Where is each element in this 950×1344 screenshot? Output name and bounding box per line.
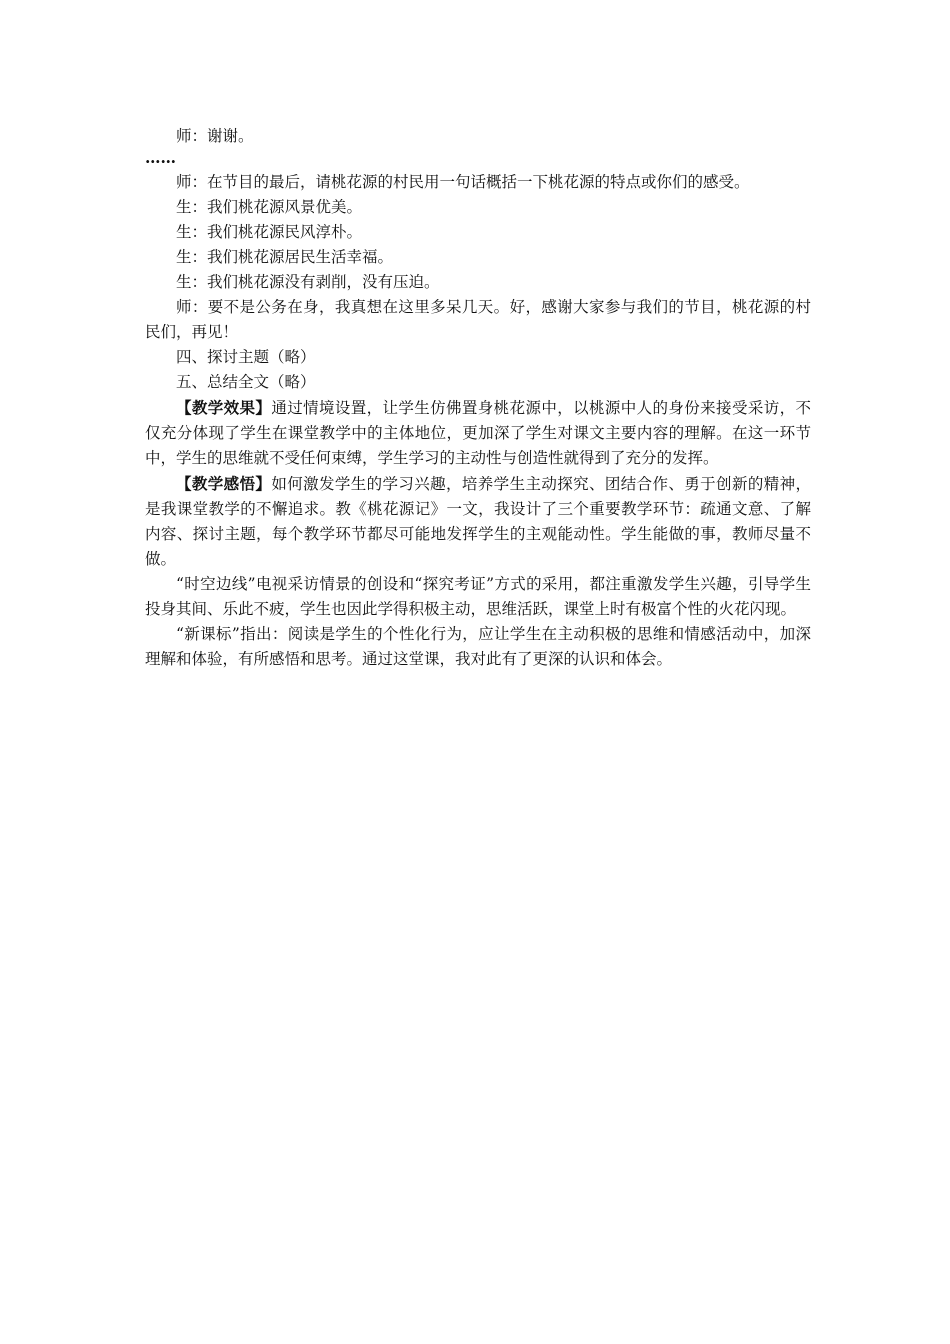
teaching-effect-text: 通过情境设置，让学生仿佛置身桃花源中，以桃源中人的身份来接受采访，不仅充分体现了学生在课堂教学中的主体地位，更加深了学生对课文主要内容的理解。在这一环节中，学生的思维就不受任何束缚，学生学习的主动性与创造性就得到了充分的发挥。 [145, 399, 811, 467]
section-heading-theme: 四、探讨主题（略） [176, 348, 316, 366]
section-heading-summary: 五、总结全文（略） [176, 373, 316, 391]
dialogue-teacher-farewell: 师：要不是公务在身，我真想在这里多呆几天。好，感谢大家参与我们的节目，桃花源的村民们，再见！ [145, 298, 811, 341]
teaching-reflection-paragraph [145, 471, 811, 572]
teaching-reflection-text: 如何激发学生的学习兴趣，培养学生主动探究、团结合作、勇于创新的精神，是我课堂教学的不懈追求。教《桃花源记》一文，我设计了三个重要教学环节：疏通文意、了解内容、探讨主题，每个教学环节都尽可能地发挥学生的主观能动性。学生能做的事，教师尽量不做。 [145, 475, 811, 568]
curriculum-standard-paragraph: “新课标”指出：阅读是学生的个性化行为，应让学生在主动积极的思维和情感活动中，加深理解和体验，有所感悟和思考。通过这堂课，我对此有了更深的认识和体会。 [145, 625, 811, 668]
dialogue-student-scenery: 生：我们桃花源风景优美。 [176, 198, 363, 216]
interview-method-paragraph: “时空边线”电视采访情景的创设和“探究考证”方式的采用，都注重激发学生兴趣，引导学生投身其间、乐此不疲，学生也因此学得积极主动，思维活跃，课堂上时有极富个性的火花闪现。 [145, 575, 811, 618]
dialogue-teacher-thanks: 师：谢谢。 [176, 127, 254, 145]
teaching-effect-label: 【教学效果】 [176, 398, 272, 417]
dialogue-student-no-oppression: 生：我们桃花源没有剥削，没有压迫。 [176, 273, 440, 291]
teaching-effect-paragraph [145, 395, 811, 471]
dialogue-student-happiness: 生：我们桃花源居民生活幸福。 [176, 248, 394, 266]
dialogue-student-customs: 生：我们桃花源民风淳朴。 [176, 223, 363, 241]
dialogue-teacher-closing-question: 师：在节目的最后，请桃花源的村民用一句话概括一下桃花源的特点或你们的感受。 [176, 173, 750, 191]
document-body [145, 124, 811, 672]
ellipsis-separator: …… [145, 148, 176, 167]
teaching-reflection-label: 【教学感悟】 [176, 474, 272, 493]
